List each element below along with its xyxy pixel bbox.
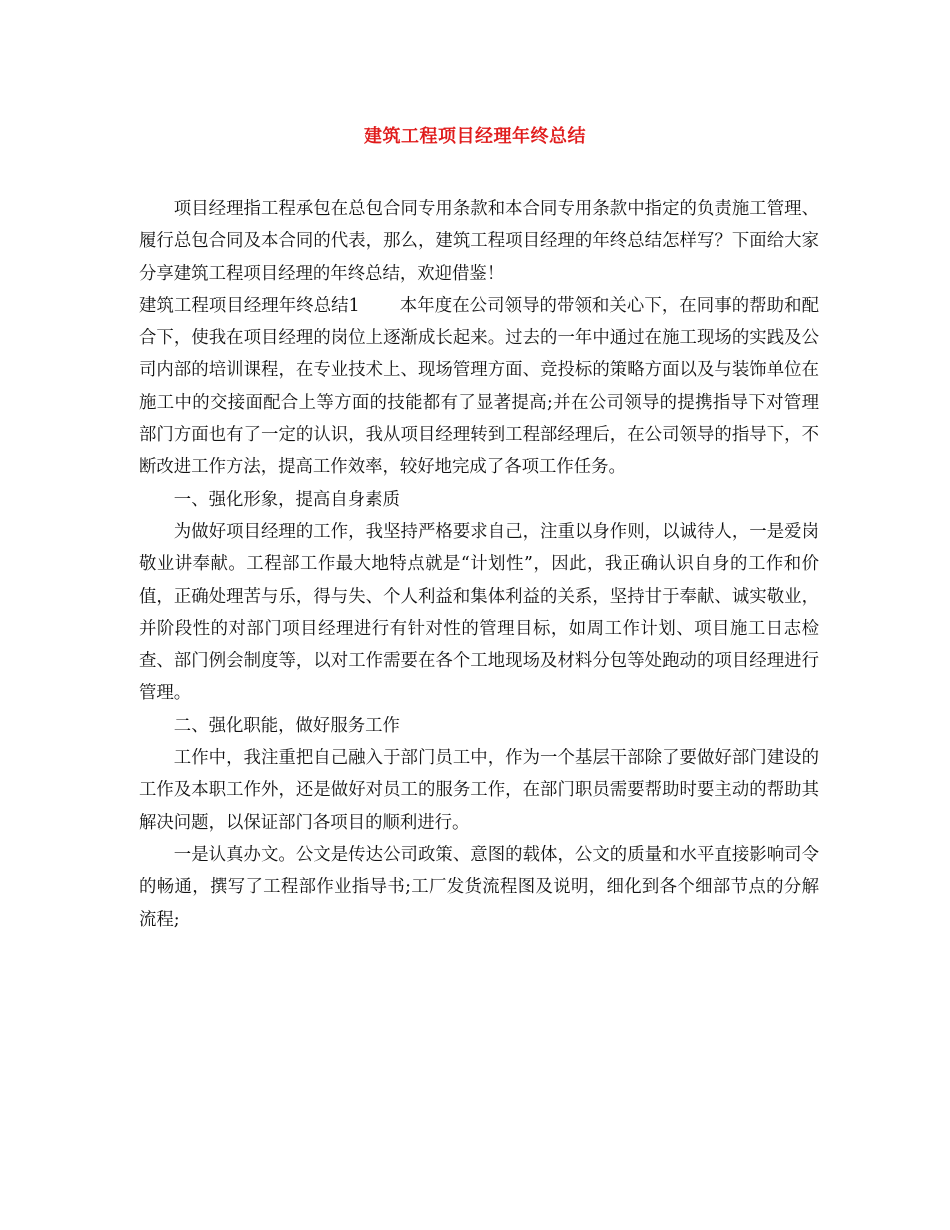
section-1-paragraph	[139, 290, 819, 484]
paragraph-2: 工作中，我注重把自己融入于部门员工中，作为一个基层干部除了要做好部门建设的工作及本职工作外，还是做好对员工的服务工作，在部门职员需要帮助时要主动的帮助其解决问题，以保证部门各项目的顺利进行。	[139, 748, 819, 833]
subheading-1: 一、强化形象，提高自身素质	[173, 489, 400, 510]
section-1-body: 本年度在公司领导的带领和关心下，在同事的帮助和配合下，使我在项目经理的岗位上逐渐成长起来。过去的一年中通过在施工现场的实践及公司内部的培训课程，在专业技术上、现场管理方面、竞投标的策略方面以及与装饰单位在施工中的交接面配合上等方面的技能都有了显著提高;并在公司领导的提携指导下对管理部门方面也有了一定的认识，我从项目经理转到工程部经理后，在公司领导的指导下，不断改进工作方法，提高工作效率，较好地完成了各项工作任务。	[139, 295, 819, 478]
subheading-2: 二、强化职能，做好服务工作	[173, 715, 400, 736]
document-body	[139, 193, 819, 936]
intro-paragraph: 项目经理指工程承包在总包合同专用条款和本合同专用条款中指定的负责施工管理、履行总包合同及本合同的代表，那么，建筑工程项目经理的年终总结怎样写？下面给大家分享建筑工程项目经理的年终总结，欢迎借鉴！	[139, 199, 819, 284]
document-title: 建筑工程项目经理年终总结	[364, 126, 586, 147]
paragraph-1: 为做好项目经理的工作，我坚持严格要求自己，注重以身作则，以诚待人，一是爱岗敬业讲奉献。工程部工作最大地特点就是“计划性”，因此，我正确认识自身的工作和价值，正确处理苦与乐，得与失、个人利益和集体利益的关系，坚持甘于奉献、诚实敬业，并阶段性的对部门项目经理进行有针对性的管理目标，如周工作计划、项目施工日志检查、部门例会制度等，以对工作需要在各个工地现场及材料分包等处跑动的项目经理进行管理。	[139, 521, 819, 704]
paragraph-3: 一是认真办文。公文是传达公司政策、意图的载体，公文的质量和水平直接影响司令的畅通，撰写了工程部作业指导书;工厂发货流程图及说明，细化到各个细部节点的分解流程;	[139, 844, 819, 930]
section-1-heading: 建筑工程项目经理年终总结1	[139, 295, 360, 316]
